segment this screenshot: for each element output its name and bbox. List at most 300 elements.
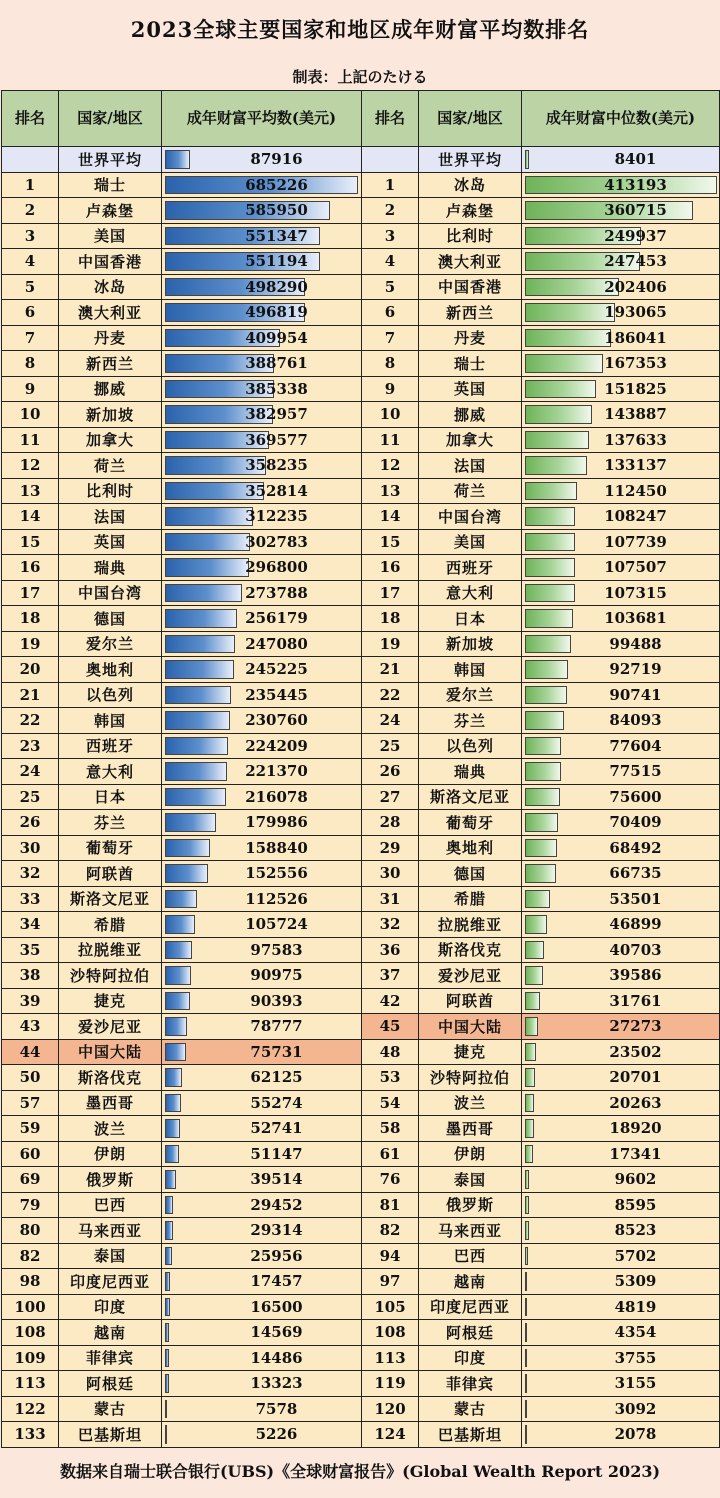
rank-cell: 82 bbox=[362, 1218, 419, 1244]
country-cell: 新加坡 bbox=[419, 631, 522, 657]
value-cell bbox=[522, 147, 720, 173]
value-cell bbox=[522, 427, 720, 453]
value-cell bbox=[162, 1294, 362, 1320]
value-cell bbox=[522, 376, 720, 402]
country-cell: 印度 bbox=[419, 1345, 522, 1371]
data-source-note: 数据来自瑞士联合银行(UBS)《全球财富报告》(Global Wealth Report 2023) bbox=[59, 1462, 661, 1481]
value-cell bbox=[522, 529, 720, 555]
value-label: 409954 bbox=[245, 328, 308, 347]
value-cell bbox=[162, 1218, 362, 1244]
value-label: 273788 bbox=[245, 583, 308, 602]
mean-wealth-table bbox=[1, 90, 362, 1448]
table-row bbox=[2, 1294, 362, 1320]
country-cell: 俄罗斯 bbox=[59, 1167, 162, 1193]
value-cell bbox=[522, 249, 720, 275]
value-label: 40703 bbox=[609, 940, 662, 959]
value-label: 97583 bbox=[250, 940, 303, 959]
value-cell bbox=[522, 784, 720, 810]
value-cell bbox=[522, 325, 720, 351]
table-row bbox=[362, 1243, 720, 1269]
country-cell: 德国 bbox=[59, 606, 162, 632]
table-row bbox=[2, 1269, 362, 1295]
value-cell bbox=[162, 810, 362, 836]
rank-cell: 60 bbox=[2, 1141, 59, 1167]
table-row bbox=[2, 325, 362, 351]
table-row bbox=[362, 988, 720, 1014]
value-cell bbox=[522, 1320, 720, 1346]
country-cell: 中国大陆 bbox=[59, 1039, 162, 1065]
country-cell: 墨西哥 bbox=[419, 1116, 522, 1142]
table-row bbox=[362, 172, 720, 198]
rank-cell: 15 bbox=[362, 529, 419, 555]
country-cell: 阿根廷 bbox=[419, 1320, 522, 1346]
median-wealth-table bbox=[361, 90, 720, 1448]
value-cell bbox=[522, 1167, 720, 1193]
rank-cell: 11 bbox=[2, 427, 59, 453]
rank-cell: 16 bbox=[362, 555, 419, 581]
value-cell bbox=[522, 504, 720, 530]
rank-cell: 36 bbox=[362, 937, 419, 963]
value-label: 179986 bbox=[245, 813, 308, 832]
rank-cell: 18 bbox=[362, 606, 419, 632]
country-cell: 波兰 bbox=[419, 1090, 522, 1116]
value-label: 247453 bbox=[604, 252, 667, 271]
rank-cell: 108 bbox=[2, 1320, 59, 1346]
country-cell: 加拿大 bbox=[59, 427, 162, 453]
value-cell bbox=[522, 963, 720, 989]
value-label: 3755 bbox=[614, 1348, 657, 1367]
value-cell bbox=[522, 1269, 720, 1295]
rank-cell: 44 bbox=[2, 1039, 59, 1065]
country-cell: 爱尔兰 bbox=[59, 631, 162, 657]
table-row bbox=[362, 453, 720, 479]
value-label: 90393 bbox=[250, 991, 303, 1010]
value-cell bbox=[162, 478, 362, 504]
country-cell: 新西兰 bbox=[59, 351, 162, 377]
rank-cell: 32 bbox=[2, 861, 59, 887]
value-cell bbox=[162, 376, 362, 402]
rank-cell: 17 bbox=[2, 580, 59, 606]
rank-cell: 21 bbox=[362, 657, 419, 683]
table-row bbox=[2, 555, 362, 581]
table-row bbox=[2, 1243, 362, 1269]
value-label: 23502 bbox=[609, 1042, 662, 1061]
country-cell: 以色列 bbox=[419, 733, 522, 759]
table-row bbox=[2, 223, 362, 249]
table-row bbox=[2, 274, 362, 300]
value-cell bbox=[162, 886, 362, 912]
country-cell: 澳大利亚 bbox=[419, 249, 522, 275]
table-row bbox=[362, 733, 720, 759]
value-label: 167353 bbox=[604, 354, 667, 373]
table-row bbox=[362, 427, 720, 453]
rank-cell: 69 bbox=[2, 1167, 59, 1193]
value-cell bbox=[162, 351, 362, 377]
value-cell bbox=[162, 759, 362, 785]
value-label: 5702 bbox=[614, 1246, 657, 1265]
value-label: 385338 bbox=[245, 379, 308, 398]
highlighted-row bbox=[362, 1014, 720, 1040]
table-row bbox=[2, 1192, 362, 1218]
table-row bbox=[362, 580, 720, 606]
value-cell bbox=[162, 402, 362, 428]
rank-cell: 10 bbox=[362, 402, 419, 428]
table-row bbox=[362, 1371, 720, 1397]
value-cell bbox=[162, 1243, 362, 1269]
table-row bbox=[362, 1192, 720, 1218]
value-cell bbox=[162, 988, 362, 1014]
value-label: 221370 bbox=[245, 762, 308, 781]
value-label: 496819 bbox=[245, 303, 308, 322]
value-label: 202406 bbox=[604, 277, 667, 296]
value-cell bbox=[162, 580, 362, 606]
value-label: 143887 bbox=[604, 405, 667, 424]
table-row bbox=[2, 376, 362, 402]
table-row bbox=[2, 198, 362, 224]
table-row bbox=[2, 580, 362, 606]
value-cell bbox=[162, 861, 362, 887]
country-cell: 世界平均 bbox=[59, 147, 162, 173]
rank-cell: 10 bbox=[2, 402, 59, 428]
value-label: 14486 bbox=[250, 1348, 303, 1367]
value-cell bbox=[162, 427, 362, 453]
header-country: 国家/地区 bbox=[419, 91, 522, 147]
value-cell bbox=[522, 1396, 720, 1422]
rank-cell: 6 bbox=[2, 300, 59, 326]
value-cell bbox=[162, 223, 362, 249]
country-cell: 拉脱维亚 bbox=[59, 937, 162, 963]
value-cell bbox=[522, 1192, 720, 1218]
world-average-row bbox=[362, 147, 720, 173]
country-cell: 捷克 bbox=[419, 1039, 522, 1065]
value-cell bbox=[162, 912, 362, 938]
value-label: 17457 bbox=[250, 1272, 303, 1291]
value-label: 685226 bbox=[245, 175, 308, 194]
table-row bbox=[362, 1396, 720, 1422]
table-row bbox=[362, 1294, 720, 1320]
country-cell: 越南 bbox=[59, 1320, 162, 1346]
table-row bbox=[2, 861, 362, 887]
value-label: 39514 bbox=[250, 1170, 303, 1189]
country-cell: 巴西 bbox=[419, 1243, 522, 1269]
country-cell: 美国 bbox=[419, 529, 522, 555]
country-cell: 意大利 bbox=[59, 759, 162, 785]
country-cell: 葡萄牙 bbox=[419, 810, 522, 836]
table-row bbox=[2, 886, 362, 912]
table-row bbox=[2, 529, 362, 555]
value-label: 90975 bbox=[250, 966, 303, 985]
value-cell bbox=[522, 1218, 720, 1244]
table-row bbox=[362, 784, 720, 810]
value-cell bbox=[522, 274, 720, 300]
table-row bbox=[2, 988, 362, 1014]
country-cell: 瑞典 bbox=[419, 759, 522, 785]
table-row bbox=[362, 402, 720, 428]
value-cell bbox=[522, 682, 720, 708]
table-row bbox=[362, 606, 720, 632]
country-cell: 巴西 bbox=[59, 1192, 162, 1218]
value-label: 360715 bbox=[604, 201, 667, 220]
rank-cell: 28 bbox=[362, 810, 419, 836]
header-rank: 排名 bbox=[2, 91, 59, 147]
rank-cell: 119 bbox=[362, 1371, 419, 1397]
country-cell: 阿联酋 bbox=[59, 861, 162, 887]
value-label: 358235 bbox=[245, 456, 308, 475]
table-row bbox=[2, 963, 362, 989]
country-cell: 希腊 bbox=[59, 912, 162, 938]
value-cell bbox=[162, 657, 362, 683]
value-cell bbox=[162, 172, 362, 198]
value-label: 53501 bbox=[609, 889, 662, 908]
country-cell: 英国 bbox=[419, 376, 522, 402]
value-cell bbox=[522, 810, 720, 836]
table-row bbox=[2, 912, 362, 938]
value-cell bbox=[522, 657, 720, 683]
value-cell bbox=[522, 478, 720, 504]
value-cell bbox=[522, 861, 720, 887]
rank-cell: 30 bbox=[362, 861, 419, 887]
value-label: 4819 bbox=[614, 1297, 657, 1316]
table-row bbox=[362, 759, 720, 785]
value-cell bbox=[162, 606, 362, 632]
country-cell: 俄罗斯 bbox=[419, 1192, 522, 1218]
value-label: 224209 bbox=[245, 736, 308, 755]
value-label: 27273 bbox=[609, 1017, 662, 1036]
table-row bbox=[2, 1141, 362, 1167]
value-label: 193065 bbox=[604, 303, 667, 322]
rank-cell: 15 bbox=[2, 529, 59, 555]
value-cell bbox=[162, 1065, 362, 1091]
country-cell: 比利时 bbox=[59, 478, 162, 504]
table-row bbox=[362, 912, 720, 938]
value-label: 16500 bbox=[250, 1297, 303, 1316]
header-mean-wealth: 成年财富平均数(美元) bbox=[162, 91, 362, 147]
value-cell bbox=[162, 274, 362, 300]
value-label: 105724 bbox=[245, 915, 308, 934]
table-row bbox=[362, 478, 720, 504]
rank-cell: 22 bbox=[362, 682, 419, 708]
table-row bbox=[362, 1065, 720, 1091]
value-label: 352814 bbox=[245, 481, 308, 500]
country-cell: 英国 bbox=[59, 529, 162, 555]
value-cell bbox=[162, 1371, 362, 1397]
rank-cell: 53 bbox=[362, 1065, 419, 1091]
table-row bbox=[362, 886, 720, 912]
value-label: 62125 bbox=[250, 1068, 303, 1087]
value-label: 90741 bbox=[609, 685, 662, 704]
value-cell bbox=[162, 631, 362, 657]
table-row bbox=[2, 682, 362, 708]
value-cell bbox=[162, 1090, 362, 1116]
rank-cell: 8 bbox=[362, 351, 419, 377]
value-cell bbox=[162, 147, 362, 173]
country-cell: 爱沙尼亚 bbox=[59, 1014, 162, 1040]
value-label: 17341 bbox=[609, 1144, 662, 1163]
value-cell bbox=[162, 1039, 362, 1065]
table-row bbox=[2, 606, 362, 632]
rank-cell: 1 bbox=[2, 172, 59, 198]
value-label: 7578 bbox=[255, 1399, 298, 1418]
value-label: 230760 bbox=[245, 711, 308, 730]
table-row bbox=[362, 861, 720, 887]
value-cell bbox=[522, 835, 720, 861]
table-row bbox=[2, 427, 362, 453]
table-row bbox=[2, 1371, 362, 1397]
value-cell bbox=[162, 249, 362, 275]
country-cell: 冰岛 bbox=[419, 172, 522, 198]
rank-cell: 16 bbox=[2, 555, 59, 581]
value-cell bbox=[522, 1090, 720, 1116]
country-cell: 挪威 bbox=[59, 376, 162, 402]
value-label: 87916 bbox=[250, 150, 303, 169]
rank-cell: 18 bbox=[2, 606, 59, 632]
rank-cell: 30 bbox=[2, 835, 59, 861]
value-cell bbox=[162, 1396, 362, 1422]
value-cell bbox=[522, 351, 720, 377]
country-cell: 加拿大 bbox=[419, 427, 522, 453]
value-label: 51147 bbox=[250, 1144, 303, 1163]
country-cell: 澳大利亚 bbox=[59, 300, 162, 326]
table-row bbox=[2, 708, 362, 734]
rank-cell: 14 bbox=[2, 504, 59, 530]
value-cell bbox=[162, 555, 362, 581]
value-cell bbox=[522, 1039, 720, 1065]
value-label: 52741 bbox=[250, 1119, 303, 1138]
rank-cell: 94 bbox=[362, 1243, 419, 1269]
rank-cell: 39 bbox=[2, 988, 59, 1014]
value-label: 4354 bbox=[614, 1323, 657, 1342]
rank-cell: 29 bbox=[362, 835, 419, 861]
value-label: 245225 bbox=[245, 660, 308, 679]
country-cell: 捷克 bbox=[59, 988, 162, 1014]
table-row bbox=[362, 249, 720, 275]
table-row bbox=[2, 759, 362, 785]
value-cell bbox=[522, 300, 720, 326]
rank-cell: 14 bbox=[362, 504, 419, 530]
country-cell: 菲律宾 bbox=[419, 1371, 522, 1397]
country-cell: 中国台湾 bbox=[59, 580, 162, 606]
rank-cell: 113 bbox=[2, 1371, 59, 1397]
table-row bbox=[2, 657, 362, 683]
country-cell: 西班牙 bbox=[419, 555, 522, 581]
table-row bbox=[2, 937, 362, 963]
value-cell bbox=[162, 682, 362, 708]
rank-cell: 2 bbox=[362, 198, 419, 224]
country-cell: 葡萄牙 bbox=[59, 835, 162, 861]
country-cell: 瑞典 bbox=[59, 555, 162, 581]
value-cell bbox=[162, 1320, 362, 1346]
table-row bbox=[362, 657, 720, 683]
country-cell: 卢森堡 bbox=[59, 198, 162, 224]
value-label: 5226 bbox=[255, 1425, 298, 1444]
value-cell bbox=[522, 555, 720, 581]
table-row bbox=[362, 682, 720, 708]
country-cell: 马来西亚 bbox=[419, 1218, 522, 1244]
value-label: 84093 bbox=[609, 711, 662, 730]
value-label: 388761 bbox=[245, 354, 308, 373]
rank-cell: 7 bbox=[2, 325, 59, 351]
value-label: 133137 bbox=[604, 456, 667, 475]
table-row bbox=[362, 1269, 720, 1295]
value-label: 137633 bbox=[604, 430, 667, 449]
value-cell bbox=[522, 198, 720, 224]
table-row bbox=[362, 835, 720, 861]
country-cell: 以色列 bbox=[59, 682, 162, 708]
table-row bbox=[2, 1345, 362, 1371]
value-cell bbox=[522, 988, 720, 1014]
value-label: 29452 bbox=[250, 1195, 303, 1214]
table-row bbox=[2, 1090, 362, 1116]
rank-cell: 9 bbox=[2, 376, 59, 402]
country-cell: 瑞士 bbox=[59, 172, 162, 198]
rank-cell: 120 bbox=[362, 1396, 419, 1422]
value-label: 70409 bbox=[609, 813, 662, 832]
value-cell bbox=[522, 1294, 720, 1320]
value-cell bbox=[162, 1141, 362, 1167]
rank-cell: 1 bbox=[362, 172, 419, 198]
rank-cell: 133 bbox=[2, 1422, 59, 1448]
rank-cell: 124 bbox=[362, 1422, 419, 1448]
value-label: 247080 bbox=[245, 634, 308, 653]
table-row bbox=[362, 1167, 720, 1193]
rank-cell: 7 bbox=[362, 325, 419, 351]
value-cell bbox=[162, 1422, 362, 1448]
country-cell: 斯洛伐克 bbox=[59, 1065, 162, 1091]
value-cell bbox=[162, 733, 362, 759]
value-label: 20701 bbox=[609, 1068, 662, 1087]
rank-cell: 13 bbox=[362, 478, 419, 504]
country-cell: 挪威 bbox=[419, 402, 522, 428]
highlighted-row bbox=[2, 1039, 362, 1065]
country-cell: 中国台湾 bbox=[419, 504, 522, 530]
table-row bbox=[362, 963, 720, 989]
rank-cell: 21 bbox=[2, 682, 59, 708]
value-label: 46899 bbox=[609, 915, 662, 934]
value-label: 8595 bbox=[614, 1195, 657, 1214]
table-row bbox=[2, 249, 362, 275]
rank-cell: 82 bbox=[2, 1243, 59, 1269]
country-cell: 蒙古 bbox=[419, 1396, 522, 1422]
value-label: 13323 bbox=[250, 1374, 303, 1393]
rank-cell: 9 bbox=[362, 376, 419, 402]
country-cell: 印度尼西亚 bbox=[419, 1294, 522, 1320]
country-cell: 法国 bbox=[59, 504, 162, 530]
rank-cell: 33 bbox=[2, 886, 59, 912]
country-cell: 斯洛伐克 bbox=[419, 937, 522, 963]
country-cell: 美国 bbox=[59, 223, 162, 249]
value-cell bbox=[162, 937, 362, 963]
country-cell: 芬兰 bbox=[59, 810, 162, 836]
country-cell: 新加坡 bbox=[59, 402, 162, 428]
rank-cell: 31 bbox=[362, 886, 419, 912]
value-cell bbox=[522, 402, 720, 428]
rank-cell: 79 bbox=[2, 1192, 59, 1218]
rank-cell: 11 bbox=[362, 427, 419, 453]
country-cell: 斯洛文尼亚 bbox=[59, 886, 162, 912]
value-label: 25956 bbox=[250, 1246, 303, 1265]
value-cell bbox=[162, 1192, 362, 1218]
value-label: 103681 bbox=[604, 609, 667, 628]
rank-cell: 26 bbox=[362, 759, 419, 785]
value-cell bbox=[162, 1269, 362, 1295]
rank-cell: 108 bbox=[362, 1320, 419, 1346]
rank-cell: 105 bbox=[362, 1294, 419, 1320]
rank-cell: 37 bbox=[362, 963, 419, 989]
country-cell: 阿根廷 bbox=[59, 1371, 162, 1397]
value-cell bbox=[522, 1243, 720, 1269]
country-cell: 马来西亚 bbox=[59, 1218, 162, 1244]
country-cell: 沙特阿拉伯 bbox=[59, 963, 162, 989]
